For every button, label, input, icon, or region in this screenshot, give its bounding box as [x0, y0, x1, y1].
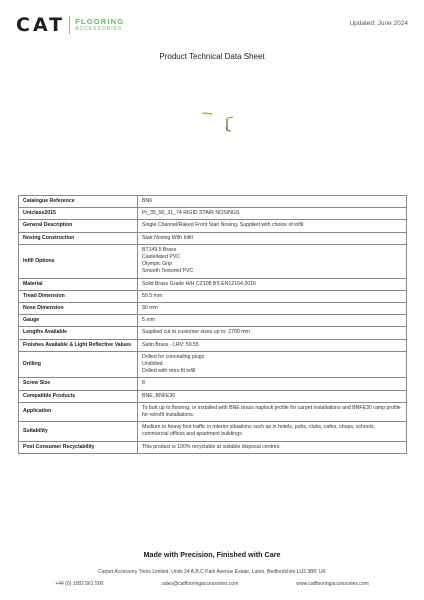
spec-row: [19, 351, 407, 378]
page-header: [16, 14, 408, 38]
spec-value-line: 30 mm: [142, 305, 158, 312]
spec-value: [138, 378, 407, 390]
spec-row: [19, 441, 407, 453]
spec-label: Finishes Available & Light Reflective Values: [19, 339, 138, 351]
spec-value-line: Pr_35_90_31_74 RIGID STAIR NOSINGS: [142, 210, 240, 217]
spec-value: [138, 351, 407, 378]
spec-value-line: Stair Nosing With Infill: [142, 234, 193, 241]
logo-divider: [69, 16, 70, 34]
logo-subtext: [75, 18, 124, 33]
spec-label: Lengths Available: [19, 327, 138, 339]
spec-value: [138, 232, 407, 244]
logo-flooring-text: FLOORING: [75, 16, 125, 26]
spec-label: Infill Options: [19, 244, 138, 278]
spec-value: [138, 402, 407, 421]
spec-value-line: Olympic Grip: [142, 261, 172, 268]
footer-phone: +44 (0) 1582 561 500: [55, 581, 104, 587]
spec-value: [138, 244, 407, 278]
footer-email[interactable]: sales@catflooringaccessories.com: [161, 581, 239, 587]
spec-value-line: Drilled for concealing plugs: [142, 353, 205, 360]
spec-row: [19, 196, 407, 208]
spec-value-line: 8: [142, 380, 145, 387]
spec-value-line: Castellated PVC: [142, 254, 181, 261]
spec-label: Material: [19, 278, 138, 290]
spec-label: Application: [19, 402, 138, 421]
spec-label: Gauge: [19, 315, 138, 327]
spec-value: [138, 422, 407, 441]
spec-label: Screw Size: [19, 378, 138, 390]
spec-row: [19, 244, 407, 278]
spec-label: Nosing Construction: [19, 232, 138, 244]
logo-main-text: CAT: [16, 14, 66, 36]
spec-value: [138, 208, 407, 220]
spec-row: [19, 422, 407, 441]
spec-label: Nose Dimension: [19, 303, 138, 315]
spec-value-line: Drilled with retro fit infill: [142, 368, 196, 375]
spec-label: General Description: [19, 220, 138, 232]
spec-value-line: BT149.5 Brass: [142, 246, 177, 253]
spec-row: [19, 303, 407, 315]
spec-label: Suitability: [19, 422, 138, 441]
spec-value-line: Satin Brass - LRV: 59.55: [142, 341, 199, 348]
spec-row: [19, 290, 407, 302]
spec-label: Post Consumer Recyclability: [19, 441, 138, 453]
footer-contacts: [0, 581, 424, 587]
spec-value: [138, 290, 407, 302]
spec-value-line: To butt up to flooring, or installed with BNE brass naplock profile for carpet installations and BNFE30 ramp profile for retrofit installations.: [142, 404, 401, 419]
spec-value-line: BN6: [142, 198, 153, 204]
spec-value: [138, 196, 407, 208]
spec-row: [19, 339, 407, 351]
spec-value: [138, 339, 407, 351]
spec-value: [138, 327, 407, 339]
spec-value-line: Solid Brass Grade H/H CZ108 BS EN12164:2016: [142, 280, 256, 287]
spec-table: [18, 195, 407, 454]
footer-address: Carpet Accessory Trims Limited. Units 24 A,B,C Park Avenue Estate, Luton, Bedfordshire LU3 3BP, UK: [98, 569, 326, 575]
spec-value-line: BNE, BNFE30: [142, 392, 176, 399]
spec-row: [19, 315, 407, 327]
spec-label: Drilling: [19, 351, 138, 378]
stair-nosing-product-image: [200, 110, 234, 136]
spec-value: [138, 315, 407, 327]
spec-value-line: Single Channel/Raked Front Stair Nosing. Supplied with choice of infill.: [142, 222, 305, 229]
spec-value-line: Supplied cut to customer sizes up to: 2700 mm: [142, 329, 250, 336]
spec-value: [138, 303, 407, 315]
spec-value-line: Smooth Textured PVC: [142, 268, 194, 275]
spec-row: [19, 390, 407, 402]
spec-value-line: Medium to heavy foot traffic in interior situations such as in hotels, pubs, clubs, cafes, shops, schools, commercial offices and apartment buildings.: [142, 424, 375, 438]
spec-value-line: 5 mm: [142, 317, 155, 324]
spec-value: [138, 441, 407, 453]
document-title: Product Technical Data Sheet: [159, 52, 265, 61]
footer-website[interactable]: www.catflooringaccessories.com: [296, 581, 369, 587]
spec-row: [19, 232, 407, 244]
spec-value: [138, 220, 407, 232]
spec-row: [19, 220, 407, 232]
spec-row: [19, 278, 407, 290]
spec-label: Catalogue Reference: [19, 196, 138, 208]
spec-value-line: This product is 100% recyclable at suitable disposal centres.: [142, 443, 281, 450]
spec-row: [19, 327, 407, 339]
spec-row: [19, 208, 407, 220]
updated-date: Updated: June 2024: [349, 20, 408, 27]
spec-label: Tread Dimension: [19, 290, 138, 302]
spec-value: [138, 390, 407, 402]
spec-value-line: 59.5 mm: [142, 292, 163, 299]
spec-value: [138, 278, 407, 290]
footer-tagline: Made with Precision, Finished with Care: [143, 550, 281, 559]
spec-row: [19, 378, 407, 390]
spec-row: [19, 402, 407, 421]
cat-logo: [16, 14, 124, 36]
spec-label: Uniclass2015: [19, 208, 138, 220]
spec-value-line: Undrilled: [142, 361, 163, 368]
logo-accessories-text: ACCESSORIES: [75, 25, 123, 32]
spec-label: Compatible Products: [19, 390, 138, 402]
